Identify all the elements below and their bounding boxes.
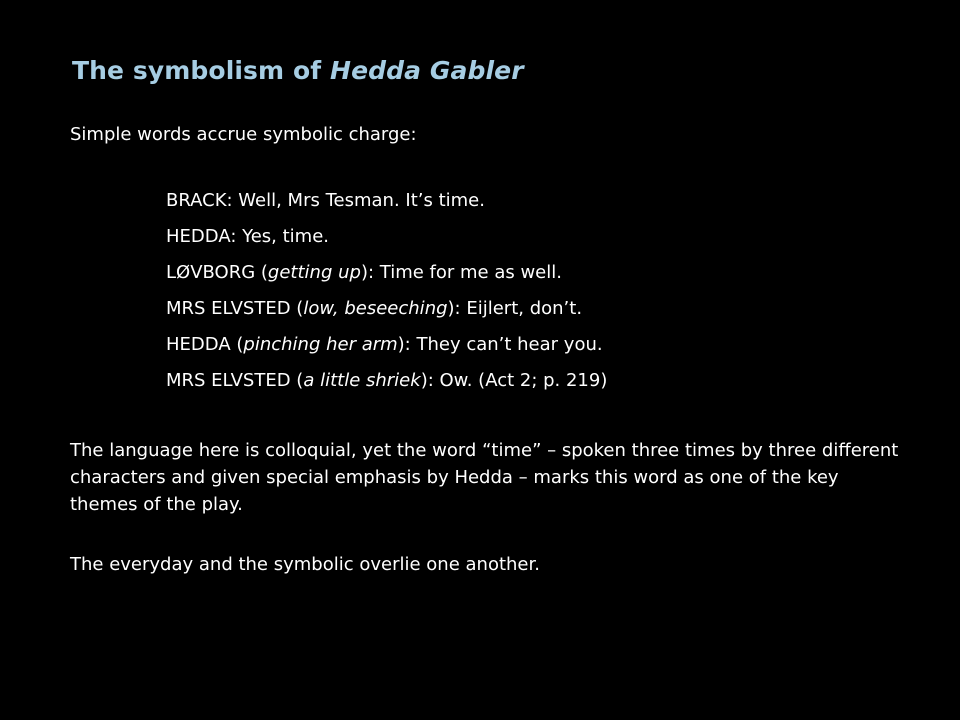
dialogue-line: MRS ELVSTED (a little shriek): Ow. (Act 2; p. 219) bbox=[166, 370, 608, 391]
line-text: ): Time for me as well. bbox=[360, 262, 562, 283]
stage-direction: low, beseeching bbox=[303, 298, 448, 319]
speaker: MRS ELVSTED bbox=[166, 298, 291, 319]
line-text: ): Eijlert, don’t. bbox=[447, 298, 583, 319]
speaker: HEDDA bbox=[166, 334, 231, 355]
closing-line: The everyday and the symbolic overlie one another. bbox=[70, 554, 540, 575]
analysis-paragraph: The language here is colloquial, yet the word “time” – spoken three times by three different characters and given special emphasis by Hedda – marks this word as one of the key themes of the play. bbox=[70, 440, 899, 515]
dialogue-line: HEDDA (pinching her arm): They can’t hear you. bbox=[166, 334, 603, 355]
dialogue-line: LØVBORG (getting up): Time for me as well. bbox=[166, 262, 562, 283]
slide-title bbox=[72, 56, 524, 85]
speaker: BRACK bbox=[166, 190, 227, 211]
title-prefix: The symbolism of bbox=[72, 56, 331, 85]
line-text: ): Ow. (Act 2; p. 219) bbox=[420, 370, 608, 391]
dialogue-line bbox=[166, 183, 607, 219]
speaker: MRS ELVSTED bbox=[166, 370, 291, 391]
intro-line: Simple words accrue symbolic charge: bbox=[70, 124, 417, 145]
dialogue-line: MRS ELVSTED (low, beseeching): Eijlert, don’t. bbox=[166, 298, 583, 319]
speaker: HEDDA bbox=[166, 226, 231, 247]
speaker: LØVBORG bbox=[166, 262, 256, 283]
stage-direction: getting up bbox=[267, 262, 361, 283]
stage-direction: a little shriek bbox=[303, 370, 421, 391]
line-text: : Well, Mrs Tesman. It’s time. bbox=[226, 190, 485, 211]
line-text: ): They can’t hear you. bbox=[397, 334, 603, 355]
dialogue-block bbox=[166, 183, 607, 399]
dialogue-line bbox=[166, 219, 607, 255]
title-work: Hedda Gabler bbox=[330, 56, 524, 85]
stage-direction: pinching her arm bbox=[243, 334, 398, 355]
line-text: : Yes, time. bbox=[230, 226, 329, 247]
